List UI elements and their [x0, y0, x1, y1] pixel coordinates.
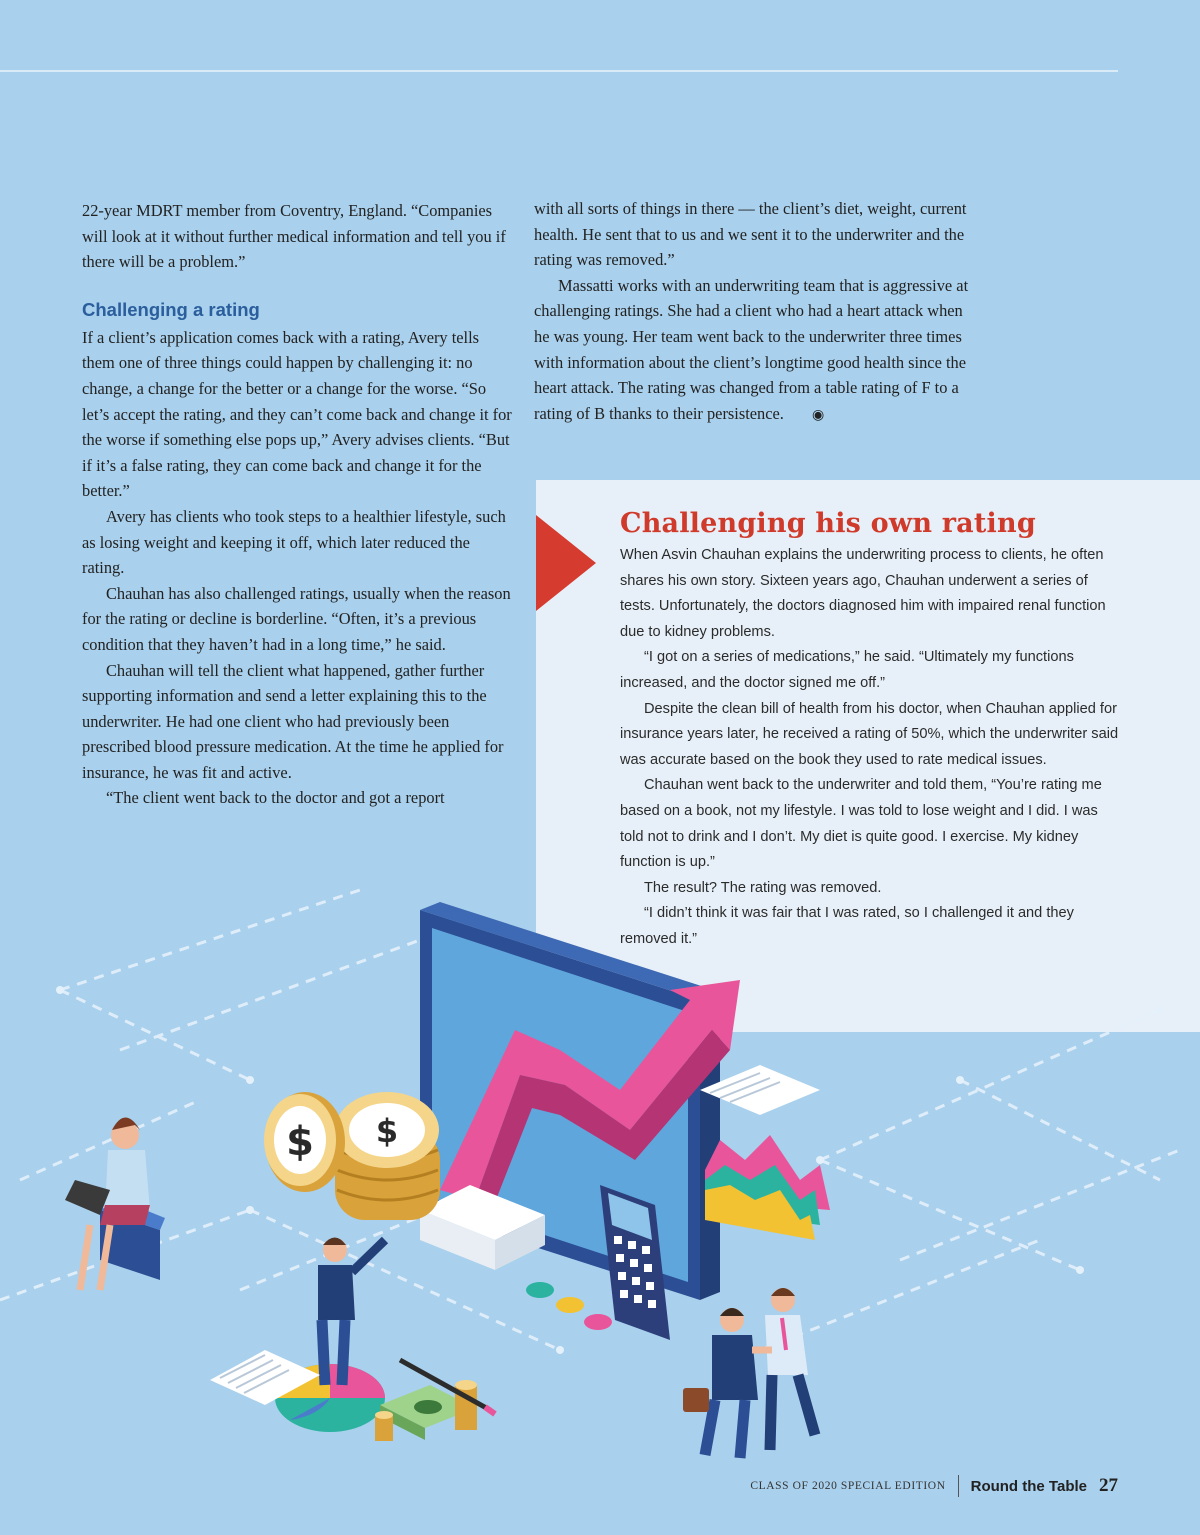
sidebar-title: Challenging his own rating — [620, 508, 1036, 539]
coin-stack-icon — [264, 1092, 440, 1220]
right-column — [534, 196, 970, 428]
businessman-pointing-icon — [275, 1238, 385, 1433]
body-paragraph: If a client’s application comes back with a rating, Avery tells them one of three things could happen by challenging it: no change, a change for the better or a change for the worse. “So let’s accept the rating, and they can’t come back and change it for the worse if something else pops up,” Avery advises clients. “But if it’s a false rating, they can come back and change it for the better.” — [82, 327, 512, 501]
sidebar-arrow-icon — [536, 515, 596, 611]
page-footer — [750, 1474, 1118, 1498]
area-chart-icon — [705, 1135, 830, 1240]
body-paragraph: Avery has clients who took steps to a healthier lifestyle, such as losing weight and keeping it off, which later reduced the rating. — [82, 506, 506, 578]
body-paragraph: “The client went back to the doctor and got a report — [106, 788, 445, 808]
sidebar-body — [620, 543, 1120, 953]
woman-with-laptop-icon — [65, 1118, 165, 1291]
dollar-sign-icon: $ — [375, 1112, 399, 1150]
cash-and-coins-icon — [375, 1360, 495, 1441]
body-paragraph: with all sorts of things in there — the client’s diet, weight, current health. He sent that to us and we sent it to the underwriter and the rating was removed.” — [534, 199, 967, 270]
page-number: 27 — [1099, 1475, 1118, 1496]
body-paragraph: Chauhan will tell the client what happened, gather further supporting information and send a letter explaining this to the underwriter. He had one client who had previously been prescribed blood pressure medication. At the time he applied for insurance, he was fit and active. — [82, 660, 504, 782]
footer-divider — [958, 1475, 959, 1497]
sidebar-paragraph: Chauhan went back to the underwriter and told them, “You’re rating me based on a book, not my lifestyle. I was told to lose weight and I did. I was told not to drink and I don’t. My diet is quite good. I exercise. My kidney function is up.” — [620, 777, 1102, 871]
body-paragraph — [534, 273, 970, 429]
top-rule — [0, 70, 1118, 72]
sidebar-paragraph: When Asvin Chauhan explains the underwriting process to clients, he often shares his own story. Sixteen years ago, Chauhan underwent a series of tests. Unfortunately, the doctors diagnosed him with impaired renal function due to kidney problems. — [620, 547, 1106, 640]
body-paragraph: Chauhan has also challenged ratings, usually when the reason for the rating or decline is borderline. “Often, it’s a previous condition that they haven’t had in a long time,” he said. — [82, 583, 511, 654]
left-column — [82, 198, 514, 811]
footer-magazine-name: Round the Table — [970, 1477, 1087, 1495]
body-text: Massatti works with an underwriting team that is aggressive at challenging ratings. She had a client who had a heart attack when he was young. Her team went back to the underwriter three times with information about the client’s longtime good health since the heart attack. The rating was changed from a table rating of F to a rating of B thanks to their persistence. — [534, 275, 969, 423]
handshake-businessmen-icon — [683, 1288, 815, 1458]
section-subhead: Challenging a rating — [82, 298, 260, 320]
dollar-sign-icon: $ — [286, 1119, 314, 1165]
sidebar-paragraph: The result? The rating was removed. — [644, 879, 882, 896]
end-mark-icon: ◉ — [812, 407, 825, 423]
round-tokens — [526, 1282, 612, 1330]
sidebar-paragraph: “I got on a series of medications,” he said. “Ultimately my functions increased, and the doctor signed me off.” — [620, 649, 1074, 691]
sidebar-paragraph: Despite the clean bill of health from his doctor, when Chauhan applied for insurance years later, he received a rating of 50%, which the underwriter said was accurate based on the book they used to rate medical issues. — [620, 700, 1119, 768]
sidebar-paragraph: “I didn’t think it was fair that I was rated, so I challenged it and they removed it.” — [620, 905, 1074, 947]
footer-edition: CLASS OF 2020 SPECIAL EDITION — [750, 1480, 946, 1492]
finance-illustration — [0, 880, 1200, 1460]
intro-paragraph: 22-year MDRT member from Coventry, England. “Companies will look at it without further medical information and tell you if there will be a problem.” — [82, 201, 506, 272]
